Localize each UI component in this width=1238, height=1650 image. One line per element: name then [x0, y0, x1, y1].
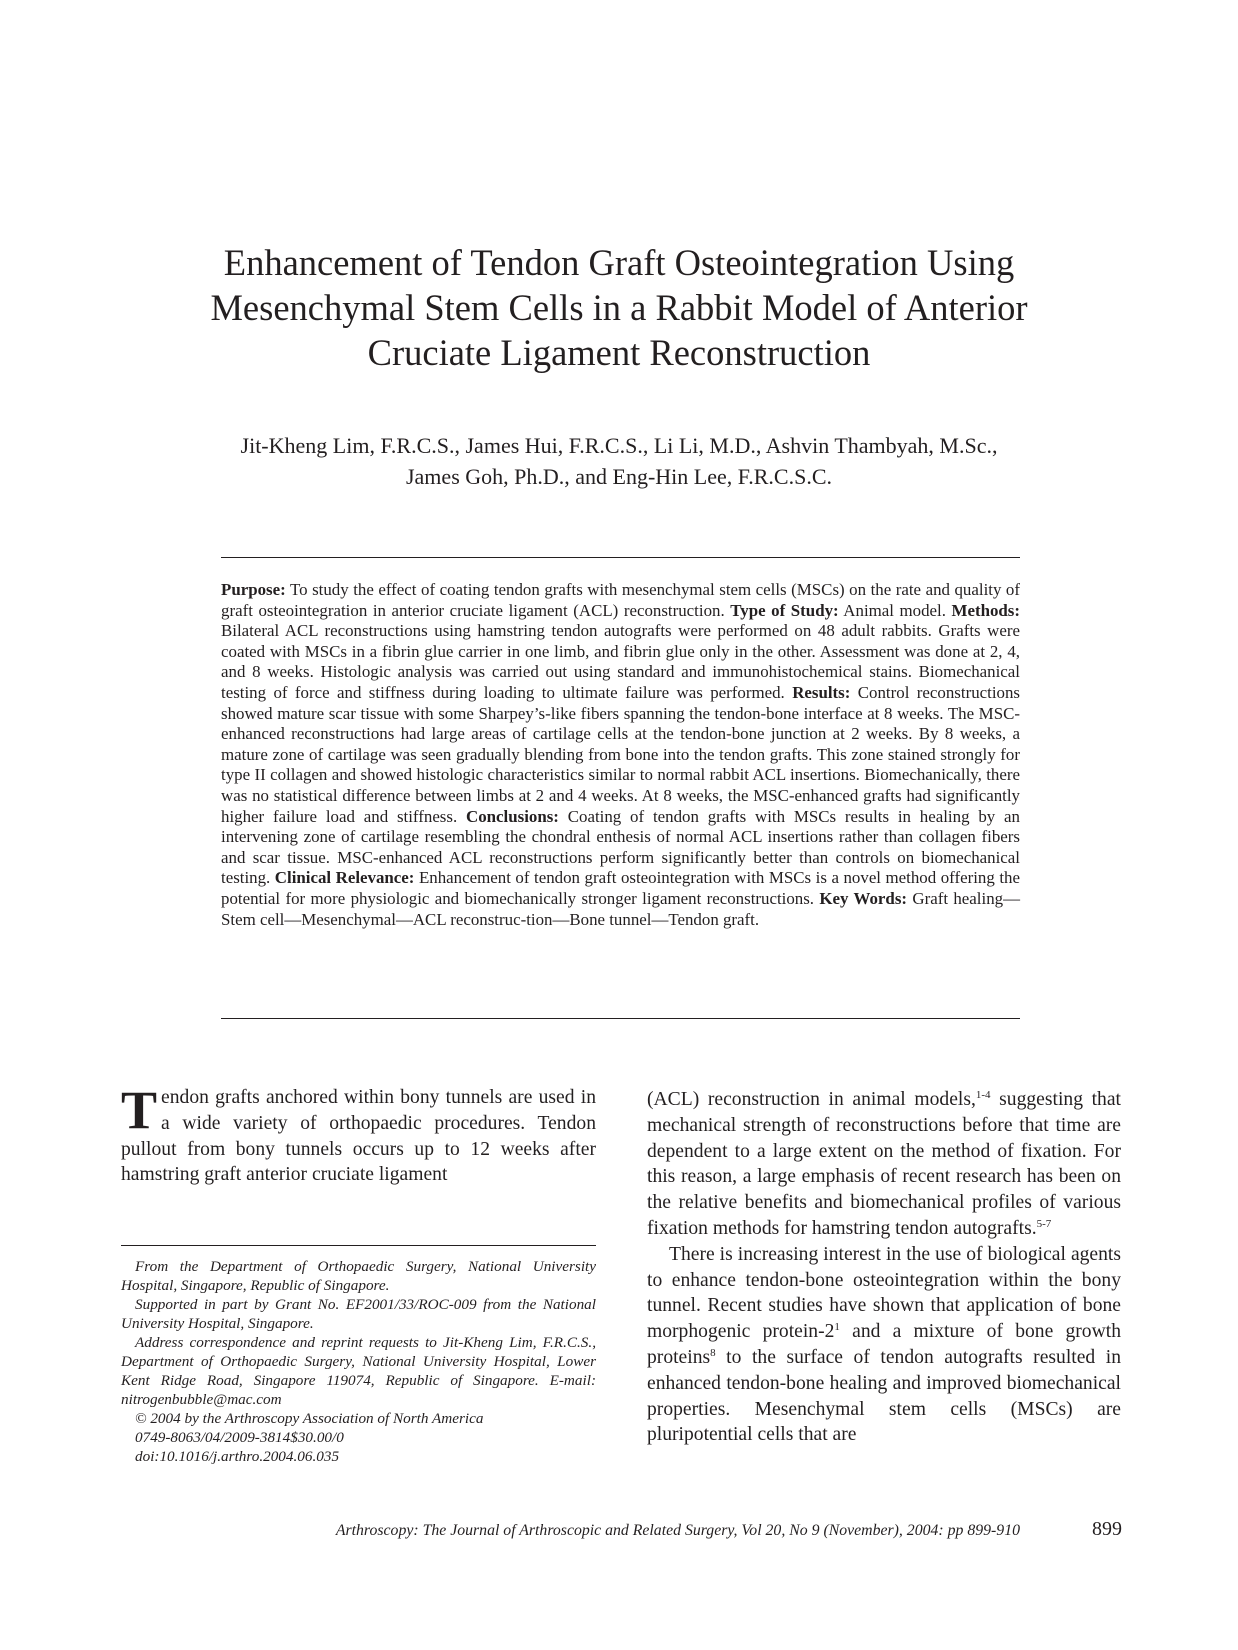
- text-run: (ACL) reconstruction in animal models,: [647, 1089, 976, 1110]
- page-number: 899: [1092, 1518, 1122, 1540]
- correspondence-note: Address correspondence and reprint requests to Jit-Kheng Lim, F.R.C.S., Department of Orthopaedic Surgery, National University Hospital, Lower Kent Ridge Road, Singapore 119074, Republic of Singapore. E-mail: nitrogenbubble@mac.com: [121, 1334, 596, 1408]
- issn-note: 0749-8063/04/2009-3814$30.00/0: [135, 1429, 344, 1446]
- results-label: Results:: [792, 682, 851, 702]
- abstract-top-divider: [221, 557, 1020, 558]
- doi-note: doi:10.1016/j.arthro.2004.06.035: [135, 1448, 340, 1465]
- study-type-text: Animal model.: [838, 600, 952, 620]
- body-left-column: [121, 1080, 596, 1188]
- title-line: Enhancement of Tendon Graft Osteointegration Using: [223, 242, 1015, 283]
- drop-cap: T: [121, 1080, 158, 1140]
- funding-note: Supported in part by Grant No. EF2001/33/ROC-009 from the National University Hospital, Singapore.: [121, 1296, 596, 1332]
- text-run: suggesting that mechanical strength of reconstructions before that time are dependent to a large extent on the method of fixation. For this reason, a large emphasis of recent research has been on the relative benefits and biomechanical profiles of various fixation methods for hamstring tendon autografts.: [647, 1089, 1121, 1239]
- key-words-text: Graft healing—Stem cell—Mesenchymal—ACL reconstruc-tion—Bone tunnel—Tendon graft.: [221, 888, 1020, 929]
- methods-label: Methods:: [951, 600, 1021, 620]
- citation-ref: 5-7: [1036, 1217, 1052, 1230]
- citation-ref: 1: [834, 1321, 840, 1334]
- author-line: Jit-Kheng Lim, F.R.C.S., James Hui, F.R.C.S., Li Li, M.D., Ashvin Thambyah, M.Sc.,: [240, 433, 998, 458]
- abstract: [221, 580, 1020, 930]
- title-line: Mesenchymal Stem Cells in a Rabbit Model of Anterior: [210, 287, 1028, 328]
- body-paragraph: [647, 1087, 1121, 1242]
- text-run: There is increasing interest in the use of biological agents to enhance tendon-bone osteointegration within the bony tunnel. Recent studies have shown that application of bone morphogenic protein-2: [647, 1243, 1121, 1343]
- title-line: Cruciate Ligament Reconstruction: [367, 332, 871, 373]
- abstract-bottom-divider: [221, 1018, 1020, 1019]
- journal-citation: Arthroscopy: The Journal of Arthroscopic and Related Surgery, Vol 20, No 9 (November), 2004: pp 899-910: [335, 1522, 1020, 1539]
- results-text: Control reconstructions showed mature scar tissue with some Sharpey’s-like fibers spanning the tendon-bone interface at 8 weeks. The MSC-enhanced reconstructions had large areas of cartilage cells at the tendon-bone junction at 2 weeks. By 8 weeks, a mature zone of cartilage was seen gradually blending from bone into the tendon grafts. This zone stained strongly for type II collagen and showed histologic characteristics similar to normal rabbit ACL insertions. Biomechanically, there was no statistical difference between limbs at 2 and 4 weeks. At 8 weeks, the MSC-enhanced grafts had significantly higher failure load and stiffness.: [221, 682, 1020, 826]
- clinical-relevance-label: Clinical Relevance:: [274, 868, 415, 888]
- body-paragraph: [647, 1242, 1121, 1448]
- copyright-note: © 2004 by the Arthroscopy Association of North America: [135, 1410, 484, 1427]
- conclusions-text: Coating of tendon grafts with MSCs results in healing by an intervening zone of cartilage resembling the chondral enthesis of normal ACL insertions rather than collagen fibers and scar tissue. MSC-enhanced ACL reconstructions perform significantly better than controls on biomechanical testing.: [221, 806, 1020, 888]
- citation-ref: 8: [710, 1346, 716, 1359]
- clinical-relevance-text: Enhancement of tendon graft osteointegration with MSCs is a novel method offering the potential for more physiologic and biomechanically stronger ligament reconstructions.: [221, 868, 1020, 908]
- text-run: to the surface of tendon autografts resulted in enhanced tendon-bone healing and improved biomechanical properties. Mesenchymal stem cells (MSCs) are pluripotential cells that are: [647, 1346, 1121, 1446]
- intro-paragraph: endon grafts anchored within bony tunnels are used in a wide variety of orthopaedic procedures. Tendon pullout from bony tunnels occurs up to 12 weeks after hamstring graft anterior cruciate ligament: [121, 1087, 596, 1186]
- author-line: James Goh, Ph.D., and Eng-Hin Lee, F.R.C.S.C.: [405, 464, 832, 489]
- department-note: From the Department of Orthopaedic Surgery, National University Hospital, Singapore, Republic of Singapore.: [121, 1258, 596, 1294]
- affiliation-footnotes: [121, 1257, 596, 1466]
- citation-ref: 1-4: [975, 1089, 991, 1101]
- methods-text: Bilateral ACL reconstructions using hamstring tendon autografts were performed on 48 adult rabbits. Grafts were coated with MSCs in a fibrin glue carrier in one limb, and fibrin glue only in the other. Assessment was done at 2, 4, and 8 weeks. Histologic analysis was carried out using standard and immunohistochemical stains. Biomechanical testing of force and stiffness during loading to ultimate failure was performed.: [221, 621, 1020, 702]
- study-type-label: Type of Study:: [730, 600, 839, 620]
- purpose-text: To study the effect of coating tendon grafts with mesenchymal stem cells (MSCs) on the rate and quality of graft osteointegration in anterior cruciate ligament (ACL) reconstruction.: [221, 580, 1020, 620]
- conclusions-label: Conclusions:: [466, 806, 559, 826]
- author-list: [120, 430, 1118, 492]
- footnote-divider: [121, 1245, 596, 1246]
- article-title: [120, 240, 1118, 375]
- body-right-column: [647, 1087, 1121, 1448]
- purpose-label: Purpose:: [221, 580, 286, 599]
- key-words-label: Key Words:: [819, 888, 908, 908]
- text-run: and a mixture of bone growth proteins: [647, 1321, 1121, 1368]
